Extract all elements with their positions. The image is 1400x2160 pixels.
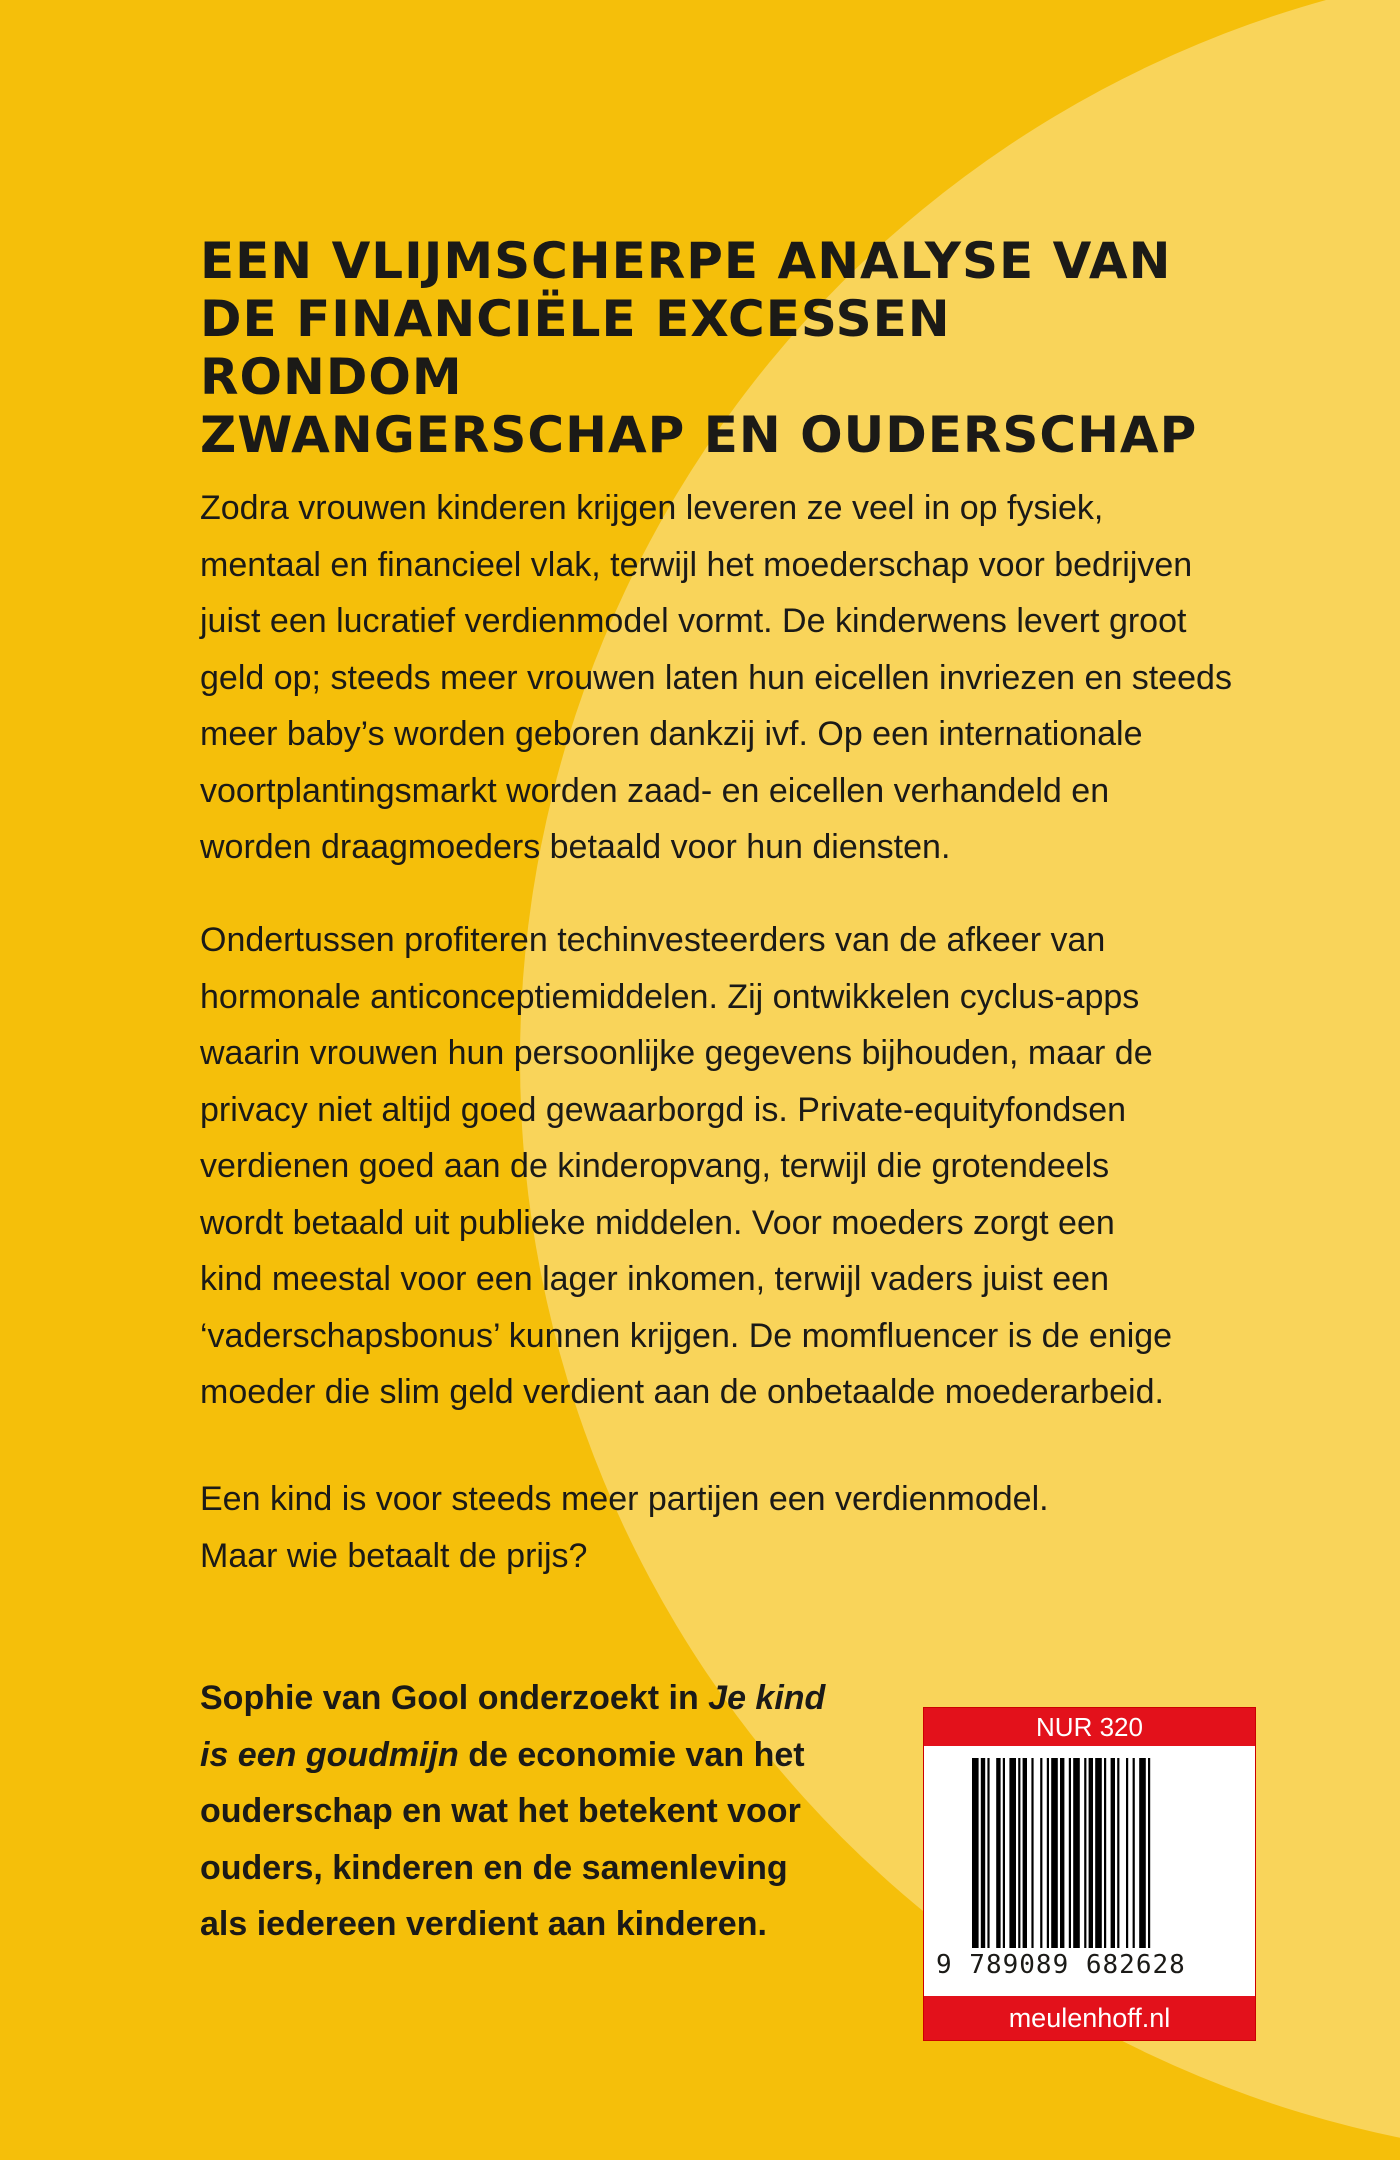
barcode-bar — [1003, 1758, 1005, 1948]
paragraph-2 — [200, 912, 1220, 1421]
author-blurb — [200, 1670, 900, 1953]
paragraph-1 — [200, 480, 1232, 876]
barcode-bar — [996, 1758, 1000, 1948]
text-line: juist een lucratief verdienmodel vormt. De kinderwens levert groot — [200, 602, 1187, 640]
text-line: Zodra vrouwen kinderen krijgen leveren ze veel in op fysiek, — [200, 489, 1104, 527]
headline — [200, 232, 1220, 464]
barcode-icon — [972, 1758, 1222, 1948]
nur-code: NUR 320 — [924, 1708, 1255, 1746]
text-line: moeder die slim geld verdient aan de onbetaalde moederarbeid. — [200, 1373, 1164, 1411]
barcode-bar — [1095, 1758, 1102, 1948]
barcode-bar — [1009, 1758, 1016, 1948]
barcode-bar — [1111, 1758, 1115, 1948]
barcode-bar — [1069, 1758, 1071, 1948]
barcode-bar — [1031, 1758, 1033, 1948]
barcode-bar — [1126, 1758, 1128, 1948]
barcode-bar — [1060, 1758, 1064, 1948]
barcode-label — [923, 1707, 1256, 2041]
headline-line: DE FINANCIËLE EXCESSEN RONDOM — [200, 290, 951, 406]
text-line: Ondertussen profiteren techinvesteerders van de afkeer van — [200, 921, 1106, 959]
barcode-bar — [1117, 1758, 1119, 1948]
barcode-bar — [1104, 1758, 1106, 1948]
text-line: worden draagmoeders betaald voor hun diensten. — [200, 828, 951, 866]
barcode-bar — [1133, 1758, 1135, 1948]
publisher-url: meulenhoff.nl — [924, 1996, 1255, 2040]
barcode-bar — [1148, 1758, 1150, 1948]
barcode-bar — [1047, 1758, 1049, 1948]
blurb-line — [200, 1727, 900, 1784]
barcode-bar — [1089, 1758, 1093, 1948]
text-line: voortplantingsmarkt worden zaad- en eicellen verhandeld en — [200, 771, 1110, 810]
text-line: verdienen goed aan de kinderopvang, terwijl die grotendeels — [200, 1147, 1110, 1185]
book-title-part: is een goudmijn — [200, 1735, 459, 1774]
blurb-line: als iedereen verdient aan kinderen. — [200, 1905, 767, 1943]
text-line: wordt betaald uit publieke middelen. Voor moeders zorgt een — [200, 1203, 1115, 1242]
barcode-bar — [1073, 1758, 1080, 1948]
blurb-text: Sophie van Gool onderzoekt in — [200, 1679, 709, 1717]
blurb-line: ouderschap en wat het betekent voor — [200, 1792, 801, 1830]
barcode-bar — [987, 1758, 989, 1948]
text-line: waarin vrouwen hun persoonlijke gegevens bijhouden, maar de — [200, 1034, 1153, 1072]
book-title-part: Je kind — [708, 1679, 826, 1717]
blurb-text: de economie van het — [458, 1735, 805, 1774]
barcode-bar — [1018, 1758, 1020, 1948]
isbn-number: 9 789089 682628 — [936, 1950, 1186, 1980]
barcode-bar — [1023, 1758, 1027, 1948]
headline-line: ZWANGERSCHAP EN OUDERSCHAP — [200, 406, 1198, 464]
barcode-bar — [972, 1758, 979, 1948]
barcode-bar — [1139, 1758, 1146, 1948]
blurb-line — [200, 1670, 900, 1727]
barcode-bar — [981, 1758, 985, 1948]
paragraph-3 — [200, 1471, 1220, 1584]
text-line: Maar wie betaalt de prijs? — [200, 1536, 588, 1575]
headline-line: EEN VLIJMSCHERPE ANALYSE VAN — [200, 232, 1172, 290]
text-line: meer baby’s worden geboren dankzij ivf. Op een internationale — [200, 715, 1143, 753]
text-line: hormonale anticonceptiemiddelen. Zij ontwikkelen cyclus-apps — [200, 977, 1140, 1016]
text-line: kind meestal voor een lager inkomen, terwijl vaders juist een — [200, 1260, 1110, 1298]
blurb-line: ouders, kinderen en de samenleving — [200, 1848, 788, 1887]
barcode-bar — [1084, 1758, 1086, 1948]
text-line: Een kind is voor steeds meer partijen een verdienmodel. — [200, 1480, 1049, 1518]
text-line: geld op; steeds meer vrouwen laten hun eicellen invriezen en steeds — [200, 658, 1232, 697]
text-line: mentaal en financieel vlak, terwijl het moederschap voor bedrijven — [200, 545, 1193, 584]
text-line: privacy niet altijd goed gewaarborgd is. Private-equityfondsen — [200, 1090, 1127, 1129]
barcode-bar — [1040, 1758, 1042, 1948]
barcode-bar — [1051, 1758, 1058, 1948]
text-line: ‘vaderschapsbonus’ kunnen krijgen. De momfluencer is de enige — [200, 1316, 1173, 1355]
